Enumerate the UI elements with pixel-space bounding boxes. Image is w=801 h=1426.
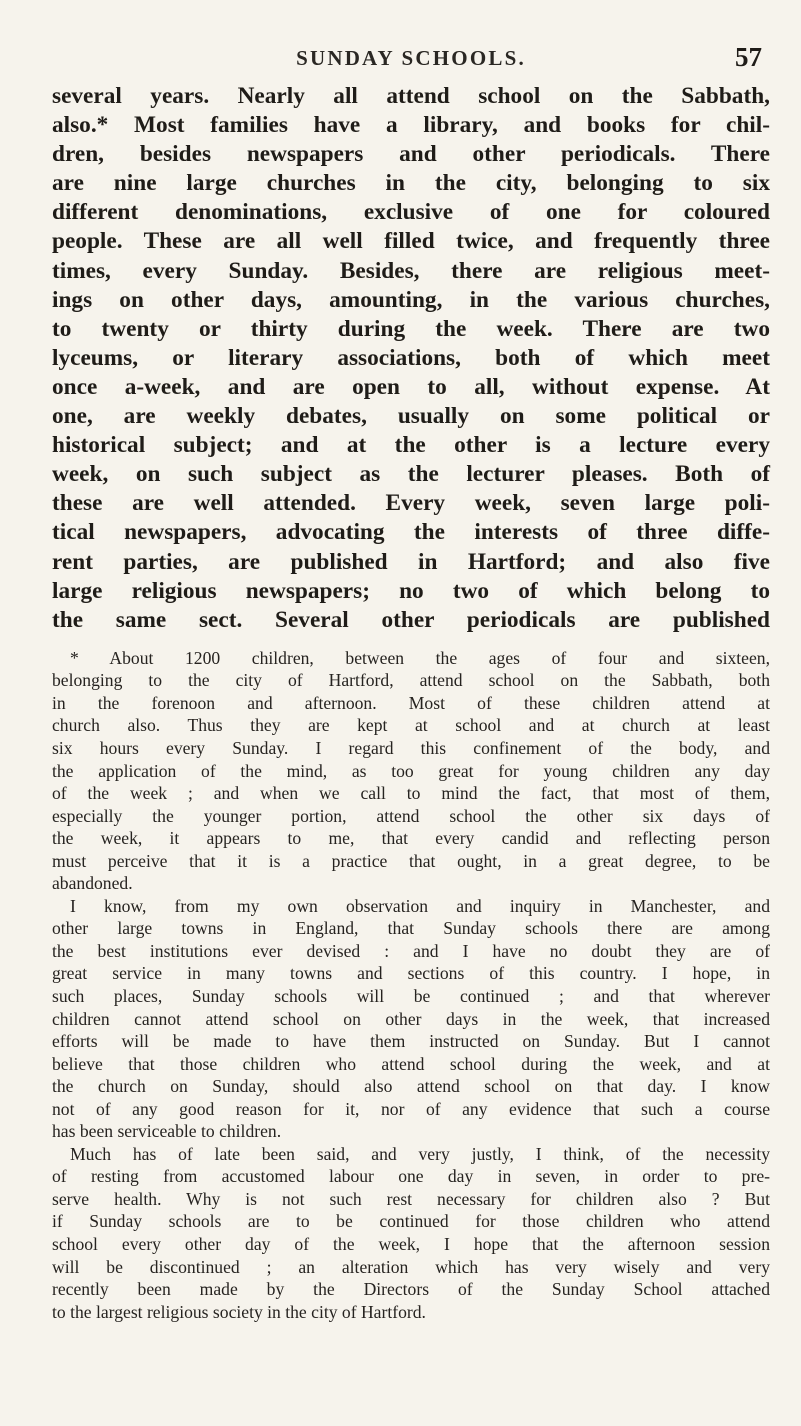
footnote-line: recently been made by the Directors of the Sunday School attached (52, 1279, 770, 1300)
footnote-line: of the week ; and when we call to mind the fact, that most of them, (52, 783, 770, 804)
footnote-line: * About 1200 children, between the ages of four and sixteen, (70, 647, 770, 668)
footnote-line: children cannot attend school on other days in the week, that increased (52, 1008, 770, 1029)
footnote-line: the application of the mind, as too great for young children any day (52, 760, 770, 781)
footnote-line: serve health. Why is not such rest necessary for children also ? But (52, 1188, 770, 1209)
footnote-line: of resting from accustomed labour one day in seven, in order to pre- (52, 1166, 770, 1187)
footnote-line: will be discontinued ; an alteration which has very wisely and very (52, 1256, 770, 1277)
body-text-line: people. These are all well filled twice, and frequently three (52, 228, 770, 255)
body-text-line: lyceums, or literary associations, both of which meet (52, 344, 770, 371)
body-text-line: these are well attended. Every week, seven large poli- (52, 490, 770, 517)
footnote-line: great service in many towns and sections of this country. I hope, in (52, 963, 770, 984)
body-text-line: rent parties, are published in Hartford; and also five (52, 548, 770, 575)
footnote-line: six hours every Sunday. I regard this confinement of the body, and (52, 737, 770, 758)
footnote-line: Much has of late been said, and very justly, I think, of the necessity (70, 1143, 770, 1164)
footnote-line: other large towns in England, that Sunday schools there are among (52, 918, 770, 939)
footnote-line: if Sunday schools are to be continued for those children who attend (52, 1211, 770, 1232)
footnote-line: abandoned. (52, 873, 133, 894)
book-page (52, 40, 770, 1410)
footnote-line: in the forenoon and afternoon. Most of these children attend at (52, 692, 770, 713)
footnote-line: especially the younger portion, attend school the other six days of (52, 805, 770, 826)
body-text-line: are nine large churches in the city, belonging to six (52, 170, 770, 197)
footnote-line: believe that those children who attend school during the week, and at (52, 1053, 770, 1074)
footnote-line: has been serviceable to children. (52, 1121, 282, 1142)
footnote-line: church also. Thus they are kept at school and at church at least (52, 715, 770, 736)
body-text-line: times, every Sunday. Besides, there are religious meet- (52, 257, 770, 284)
footnote-line: the week, it appears to me, that every candid and reflecting person (52, 828, 770, 849)
footnote-line: the church on Sunday, should also attend school on that day. I know (52, 1076, 770, 1097)
body-text-line: several years. Nearly all attend school on the Sabbath, (52, 83, 770, 109)
body-text-line: also.* Most families have a library, and books for chil- (52, 112, 770, 139)
body-text-line: dren, besides newspapers and other periodicals. There (52, 141, 770, 168)
footnote-line: belonging to the city of Hartford, attend school on the Sabbath, both (52, 670, 770, 691)
footnote-line: to the largest religious society in the city of Hartford. (52, 1301, 426, 1322)
main-text (52, 82, 770, 635)
body-text-line: once a-week, and are open to all, without expense. At (52, 373, 770, 400)
footnote-line: school every other day of the week, I hope that the afternoon session (52, 1234, 770, 1254)
body-text-line: large religious newspapers; no two of which belong to (52, 577, 770, 604)
body-text-line: tical newspapers, advocating the interests of three diffe- (52, 519, 770, 546)
footnote-line: I know, from my own observation and inquiry in Manchester, and (70, 895, 770, 916)
body-text-line: week, on such subject as the lecturer pleases. Both of (52, 461, 770, 488)
footnote-line: efforts will be made to have them instructed on Sunday. But I cannot (52, 1031, 770, 1052)
body-text-line: different denominations, exclusive of one for coloured (52, 199, 770, 226)
body-text-line: one, are weekly debates, usually on some political or (52, 403, 770, 430)
footnote-line: not of any good reason for it, nor of any evidence that such a course (52, 1098, 770, 1119)
footnote-line: such places, Sunday schools will be continued ; and that wherever (52, 985, 770, 1006)
body-text-line: the same sect. Several other periodicals are published (52, 606, 770, 633)
page-number: 57 (735, 42, 762, 72)
footnote-line: the best institutions ever devised : and I have no doubt they are of (52, 940, 770, 961)
footnote-line: must perceive that it is a practice that ought, in a great degree, to be (52, 850, 770, 871)
body-text-line: historical subject; and at the other is a lecture every (52, 432, 770, 459)
body-text-line: ings on other days, amounting, in the various churches, (52, 286, 770, 313)
body-text-line: to twenty or thirty during the week. There are two (52, 315, 770, 342)
footnote-section (52, 647, 770, 1323)
page-header (52, 40, 770, 84)
running-head: SUNDAY SCHOOLS. (296, 46, 526, 70)
